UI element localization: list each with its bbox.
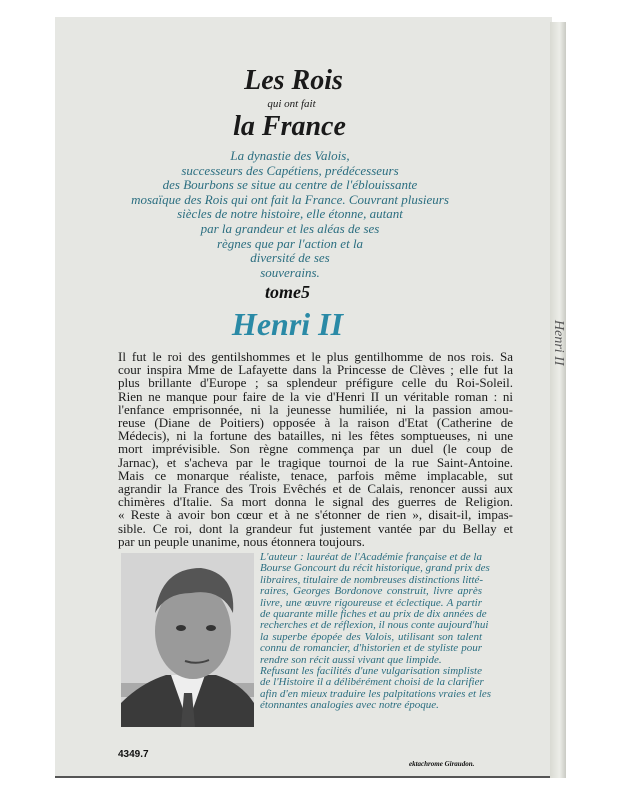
author-line: de quarante mille fiches et au prix de dix années de bbox=[260, 608, 487, 621]
body-line: agrandir la France des Trois Evêchés et de Calais, renoncer aussi aux bbox=[118, 481, 513, 497]
author-line: recherches et de réflexion, il nous conte aujourd'hui bbox=[260, 619, 489, 632]
body-line: mort imprévisible. Son règne commença par un duel (le coup de bbox=[118, 441, 513, 457]
blurb-line: diversité de ses bbox=[250, 250, 330, 266]
author-line: rendre son récit aussi vivant que limpide. bbox=[260, 653, 442, 666]
body-line: l'enfance emprisonnée, ni la jeunesse humiliée, ni la passion amou- bbox=[118, 401, 513, 417]
series-blurb bbox=[55, 149, 525, 280]
body-line: Mais ce monarque réaliste, tenace, parfois même implacable, sut bbox=[118, 467, 513, 483]
blurb-line: souverains. bbox=[260, 264, 320, 280]
body-line: Il fut le roi des gentilshommes et le plus gentilhomme de nos rois. Sa bbox=[118, 349, 513, 364]
author-line: de l'Histoire il a délibérément choisi de la clarifier bbox=[260, 676, 484, 689]
spine-title: Henri II bbox=[551, 320, 566, 366]
blurb-line: siècles de notre histoire, elle étonne, autant bbox=[177, 206, 403, 222]
author-line: afin d'en mieux traduire les palpitations vraies et les bbox=[260, 687, 492, 700]
author-line: connu de romancier, d'historien et de styliste pour bbox=[260, 642, 482, 655]
author-line: L'auteur : lauréat de l'Académie française et de la bbox=[260, 551, 482, 563]
book-spine bbox=[550, 22, 566, 778]
series-title-line2: qui ont fait bbox=[267, 98, 316, 110]
catalog-number: 4349.7 bbox=[118, 749, 149, 760]
author-line: raires, Georges Bordonove construit, livre après bbox=[260, 585, 482, 598]
author-line: Bourse Goncourt du récit historique, grand prix des bbox=[260, 562, 490, 575]
blurb-line: règnes que par l'action et la bbox=[216, 235, 364, 251]
blurb-line: par la grandeur et les aléas de ses bbox=[200, 220, 380, 236]
author-line: étonnantes analogies avec notre époque. bbox=[260, 699, 439, 712]
volume-label: tome5 bbox=[265, 282, 310, 302]
photo-credit: ektachrome Giraudon. bbox=[409, 760, 475, 768]
body-line: chimères d'Italie. Sa mort donna le signal des guerres de Religion. bbox=[118, 494, 513, 510]
series-title-line1: Les Rois bbox=[244, 65, 343, 96]
body-line: « Reste à avoir bon cœur et à ne s'étonner de rien », disait-il, impas- bbox=[118, 507, 513, 523]
body-line: plus brillante d'Europe ; sa splendeur préfigure celle du Roi-Soleil. bbox=[118, 375, 513, 391]
body-line: cour inspira Mme de Lafayette dans la Princesse de Clèves ; elle fut la bbox=[118, 362, 513, 378]
body-line: reuse (Diane de Poitiers) opposée à la raison d'Etat (Catherine de bbox=[118, 415, 513, 431]
blurb-line: mosaïque des Rois qui ont fait la France. Couvrant plusieurs bbox=[131, 191, 449, 207]
author-line: livre, une œuvre rigoureuse et éclectique. A partir bbox=[260, 596, 482, 609]
body-line: Rien ne manque pour faire de la vie d'Henri II un véritable roman : ni bbox=[118, 388, 513, 404]
body-line: Médecis), ni la fortune des batailles, ni les fêtes somptueuses, ni une bbox=[118, 428, 513, 444]
author-photo bbox=[121, 553, 254, 727]
blurb-line: La dynastie des Valois, bbox=[230, 148, 350, 163]
back-cover bbox=[55, 17, 552, 778]
blurb-line: successeurs des Capétiens, prédécesseurs bbox=[181, 162, 399, 178]
body-line: par un peuple unanime, nous étonnera toujours. bbox=[118, 533, 365, 549]
book-title: Henri II bbox=[231, 306, 344, 342]
author-bio bbox=[260, 551, 492, 712]
author-portrait-image bbox=[121, 553, 254, 727]
author-line: Refusant les facilités d'une vulgarisation simpliste bbox=[260, 665, 482, 678]
body-line: Jarnac), et s'acheva par le tragique tournoi de la rue Saint-Antoine. bbox=[118, 454, 513, 470]
series-title-line3: la France bbox=[233, 111, 346, 142]
author-line: la superbe épopée des Valois, utilisant son talent bbox=[260, 630, 482, 643]
blurb-line: des Bourbons se situe au centre de l'éblouissante bbox=[162, 177, 418, 193]
body-line: sible. Ce roi, dont la grandeur fut justement vantée par du Bellay et bbox=[118, 520, 513, 536]
summary-text bbox=[118, 350, 513, 548]
author-line: libraires, titulaire de nombreuses distinctions litté- bbox=[260, 573, 484, 586]
